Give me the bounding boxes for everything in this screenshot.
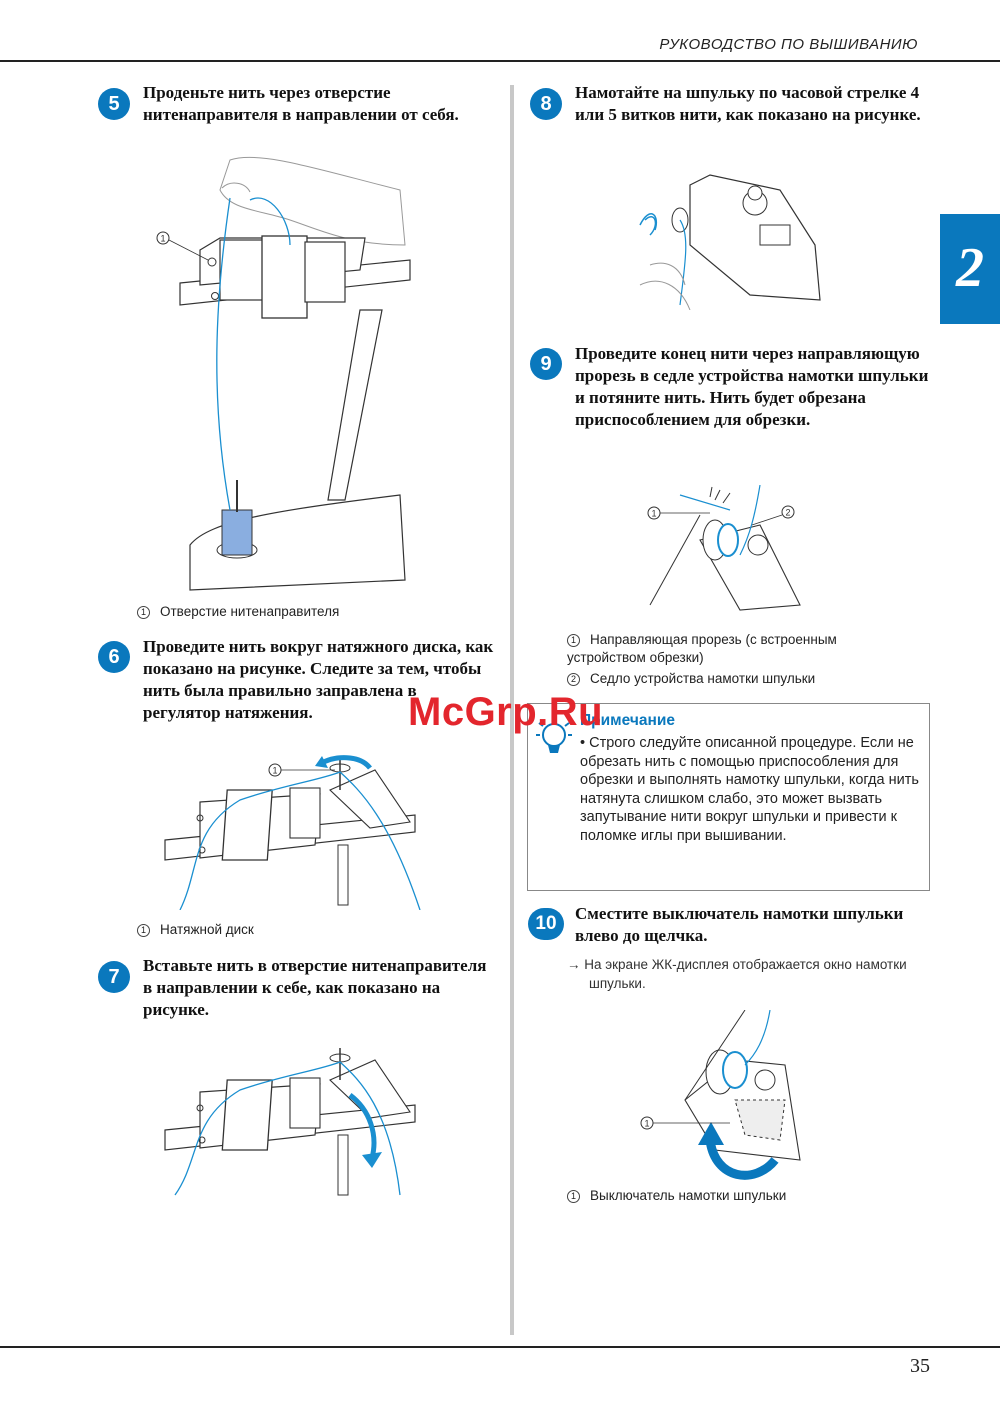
header-rule — [0, 60, 1000, 62]
callout-1: 1 — [160, 233, 166, 244]
caption-number: 1 — [137, 924, 150, 937]
fig9-caption-2 — [567, 670, 815, 688]
chapter-tab — [940, 214, 1000, 324]
fig5-caption — [137, 603, 339, 621]
step-5-badge: 5 — [98, 88, 130, 120]
callout-1: 1 — [651, 508, 657, 519]
step-9-badge: 9 — [530, 348, 562, 380]
figure-cut-thread — [640, 485, 810, 615]
figure-thread-guide-hole — [150, 150, 420, 600]
caption-number: 1 — [137, 606, 150, 619]
page-number: 35 — [910, 1355, 930, 1377]
figure-wind-bobbin — [630, 165, 830, 310]
step-10-text: Сместите выключатель намотки шпульки влево до щелчка. — [575, 904, 904, 945]
step-7-badge: 7 — [98, 961, 130, 993]
caption-number: 2 — [567, 673, 580, 686]
step-6-text: Проведите нить вокруг натяжного диска, как показано на рисунке. Следите за тем, чтобы нить была правильно заправлена в регулятор натяжения. — [143, 637, 494, 722]
result-text: → На экране ЖК-дисплея отображается окно намотки шпульки. — [567, 957, 907, 991]
callout-2: 2 — [785, 507, 791, 518]
watermark: McGrp.Ru — [408, 690, 604, 734]
footer-rule — [0, 1346, 1000, 1348]
step-10-badge: 10 — [528, 908, 564, 940]
callout-1: 1 — [272, 765, 278, 776]
caption-text: Отверстие нитенаправителя — [160, 604, 340, 619]
step-5-text: Проденьте нить через отверстие нитенаправителя в направлении от себя. — [143, 83, 459, 124]
chapter-number: 2 — [956, 237, 984, 299]
fig6-caption — [137, 921, 254, 939]
running-header: РУКОВОДСТВО ПО ВЫШИВАНИЮ — [659, 36, 918, 53]
caption-text: Натяжной диск — [160, 922, 254, 937]
caption-text: Выключатель намотки шпульки — [590, 1188, 787, 1203]
fig10-caption — [567, 1187, 786, 1205]
caption-text: Седло устройства намотки шпульки — [590, 671, 816, 686]
note-text: • Строго следуйте описанной процедуре. Если не обрезать нить с помощью приспособления для обрезки и выполнять намотку шпульки, когда нить натянута слишком слабо, это может вызвать запутывание нити вокруг шпульки и привести к поломке иглы при вышивании. — [580, 735, 919, 844]
figure-switch — [635, 1010, 805, 1180]
callout-1: 1 — [644, 1118, 650, 1129]
note-title: Примечание — [580, 712, 675, 729]
figure-tension-disc — [160, 750, 430, 910]
fig9-caption-1 — [567, 631, 897, 667]
figure-guide-hole-toward — [160, 1040, 430, 1200]
step-9-text: Проведите конец нити через направляющую прорезь в седле устройства намотки шпульки и потяните нить. Нить будет обрезана приспособлением для обрезки. — [575, 344, 929, 429]
caption-number: 1 — [567, 634, 580, 647]
step-8-text: Намотайте на шпульку по часовой стрелке 4 или 5 витков нити, как показано на рисунке. — [575, 83, 921, 124]
caption-text: Направляющая прорезь (с встроенным устройством обрезки) — [567, 632, 837, 665]
step-7-text: Вставьте нить в отверстие нитенаправителя в направлении к себе, как показано на рисунке. — [143, 956, 487, 1019]
caption-number: 1 — [567, 1190, 580, 1203]
step-8-badge: 8 — [530, 88, 562, 120]
step-6-badge: 6 — [98, 641, 130, 673]
